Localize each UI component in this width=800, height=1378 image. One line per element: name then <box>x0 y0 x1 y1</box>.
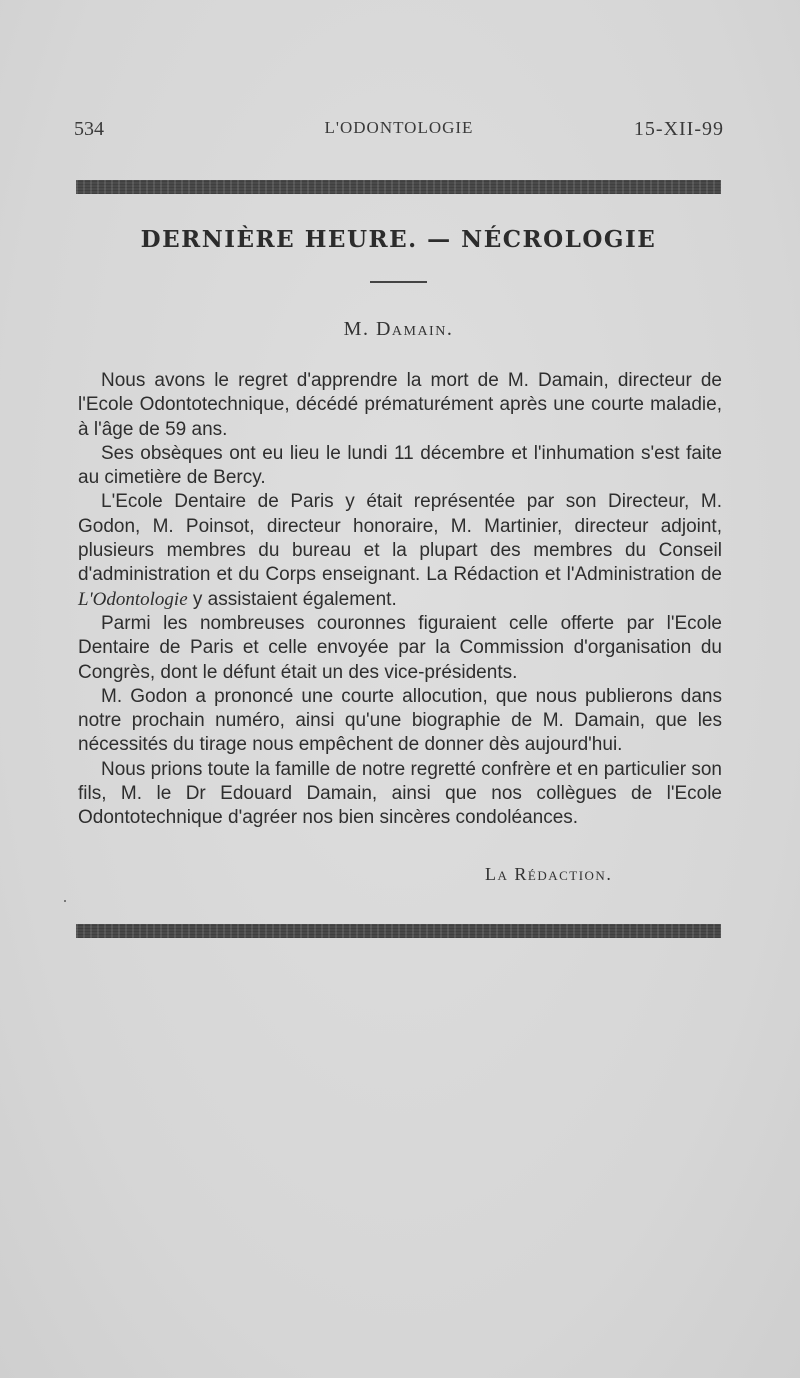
running-header <box>74 118 724 144</box>
title-divider <box>370 281 427 283</box>
signature: La Rédaction. <box>485 864 613 884</box>
paragraph-text: y assistaient également. <box>187 588 397 610</box>
paragraph-text: L'Ecole Dentaire de Paris y était représentée par son Directeur, M. Godon, M. Poinsot, directeur honoraire, M. Martinier, directeur adjoint, plusieurs membres du bureau et la plupart des membres du Conseil d'administration et du Corps enseignant. La Rédaction et l'Administration de <box>78 491 722 586</box>
page-number: 534 <box>74 118 104 140</box>
issue-date: 15-XII-99 <box>633 118 724 140</box>
journal-name-italic: L'Odontologie <box>78 588 188 610</box>
print-speck <box>64 900 66 902</box>
bottom-ornamental-rule <box>76 924 721 938</box>
journal-title: L'ODONTOLOGIE <box>324 118 474 137</box>
top-ornamental-rule <box>76 180 721 194</box>
paragraph <box>78 490 722 611</box>
paragraph: Parmi les nombreuses couronnes figuraient celle offerte par l'Ecole Dentaire de Paris et celle envoyée par la Commission d'organisation du Congrès, dont le défunt était un des vice-présidents. <box>78 612 722 683</box>
paragraph: Nous prions toute la famille de notre regretté confrère et en particulier son fils, M. le Dr Edouard Damain, ainsi que nos collègues de l'Ecole Odontotechnique d'agréer nos bien sincères condoléances. <box>78 758 722 829</box>
paragraph: Nous avons le regret d'apprendre la mort de M. Damain, directeur de l'Ecole Odontotechnique, décédé prématurément après une courte maladie, à l'âge de 59 ans. <box>78 370 722 440</box>
section-title: DERNIÈRE HEURE. — NÉCROLOGIE <box>140 226 657 253</box>
paragraph: Ses obsèques ont eu lieu le lundi 11 décembre et l'inhumation s'est faite au cimetière de Bercy. <box>78 442 722 489</box>
obituary-name: M. Damain. <box>343 318 454 340</box>
article-body <box>78 369 722 831</box>
paragraph: M. Godon a prononcé une courte allocution, que nous publierons dans notre prochain numéro, ainsi qu'une biographie de M. Damain, que les nécessités du tirage nous empêchent de donner dès aujourd'hui. <box>78 685 722 756</box>
